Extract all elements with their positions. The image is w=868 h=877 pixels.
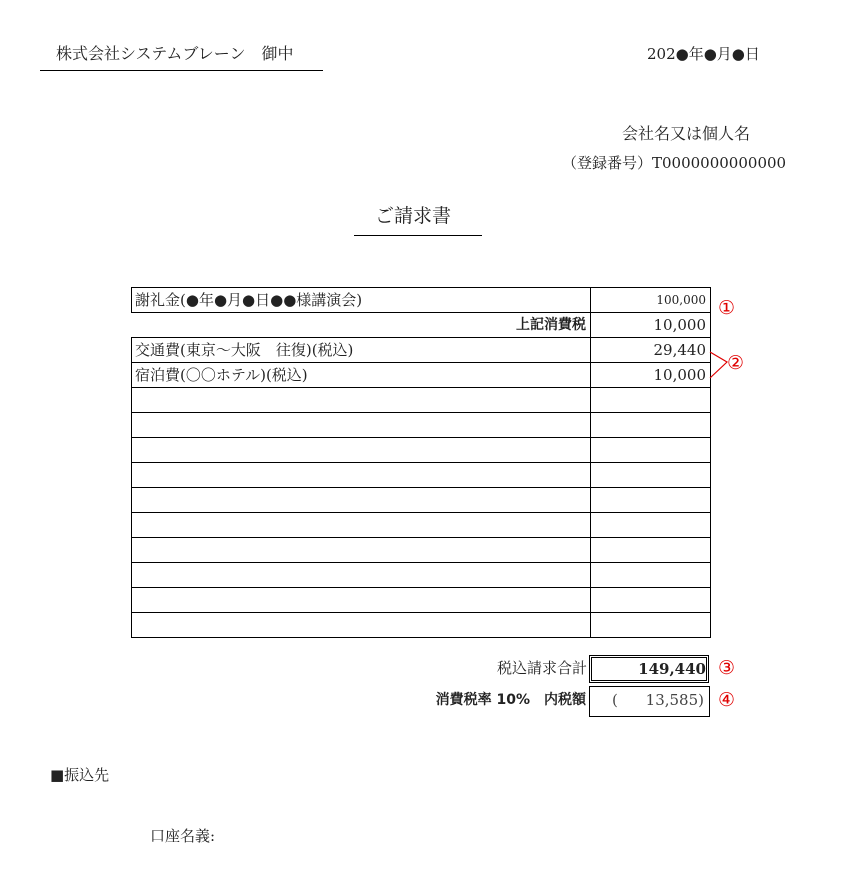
row-amount: 10,000 [591, 363, 711, 388]
table-row [132, 313, 711, 338]
row-amount: 29,440 [591, 338, 711, 363]
marker-1: ① [718, 297, 736, 319]
row-amount [591, 463, 711, 488]
row-description [132, 513, 591, 538]
registration-number: （登録番号）T0000000000000 [562, 154, 787, 172]
total-value: 149,440 [638, 660, 706, 678]
row-amount [591, 538, 711, 563]
table-row [132, 488, 711, 513]
document-title: ご請求書 [375, 205, 452, 227]
row-amount [591, 488, 711, 513]
table-row [132, 338, 711, 363]
invoice-date: 202●年●月●日 [647, 45, 760, 63]
row-amount: 10,000 [591, 313, 711, 338]
table-row [132, 613, 711, 638]
vat-value [612, 690, 704, 710]
row-description [132, 438, 591, 463]
account-name-label: 口座名義: [150, 827, 216, 845]
row-amount [591, 563, 711, 588]
row-amount [591, 588, 711, 613]
recipient-name: 株式会社システムブレーン 御中 [56, 44, 294, 63]
table-row [132, 363, 711, 388]
row-description [132, 613, 591, 638]
row-amount [591, 613, 711, 638]
row-description: 上記消費税 [132, 313, 591, 338]
row-amount [591, 413, 711, 438]
marker-3: ③ [718, 657, 736, 679]
vat-open-paren: ( [612, 691, 618, 709]
row-description [132, 488, 591, 513]
row-amount [591, 438, 711, 463]
vat-label: 消費税率 10% 内税額 [435, 692, 586, 708]
row-amount [591, 513, 711, 538]
issuer-company-name: 会社名又は個人名 [621, 124, 750, 143]
table-row [132, 288, 711, 313]
row-description [132, 413, 591, 438]
table-row [132, 413, 711, 438]
table-row [132, 463, 711, 488]
title-underline [354, 235, 482, 236]
row-description: 宿泊費(〇〇ホテル)(税込) [132, 363, 591, 388]
row-description: 謝礼金(●年●月●日●●様講演会) [132, 288, 591, 313]
table-row [132, 538, 711, 563]
bank-heading: ■振込先 [50, 766, 110, 784]
row-description: 交通費(東京～大阪 往復)(税込) [132, 338, 591, 363]
table-row [132, 513, 711, 538]
invoice-table [131, 287, 711, 638]
recipient-underline [40, 70, 323, 71]
row-amount: 100,000 [591, 288, 711, 313]
row-description [132, 538, 591, 563]
row-description [132, 388, 591, 413]
row-description [132, 588, 591, 613]
vat-amount: 13,585) [645, 691, 704, 709]
marker-4: ④ [718, 689, 736, 711]
table-row [132, 588, 711, 613]
table-row [132, 563, 711, 588]
total-label: 税込請求合計 [496, 659, 587, 677]
row-description [132, 463, 591, 488]
row-description [132, 563, 591, 588]
marker-2: ② [727, 352, 745, 374]
table-row [132, 388, 711, 413]
row-amount [591, 388, 711, 413]
table-row [132, 438, 711, 463]
